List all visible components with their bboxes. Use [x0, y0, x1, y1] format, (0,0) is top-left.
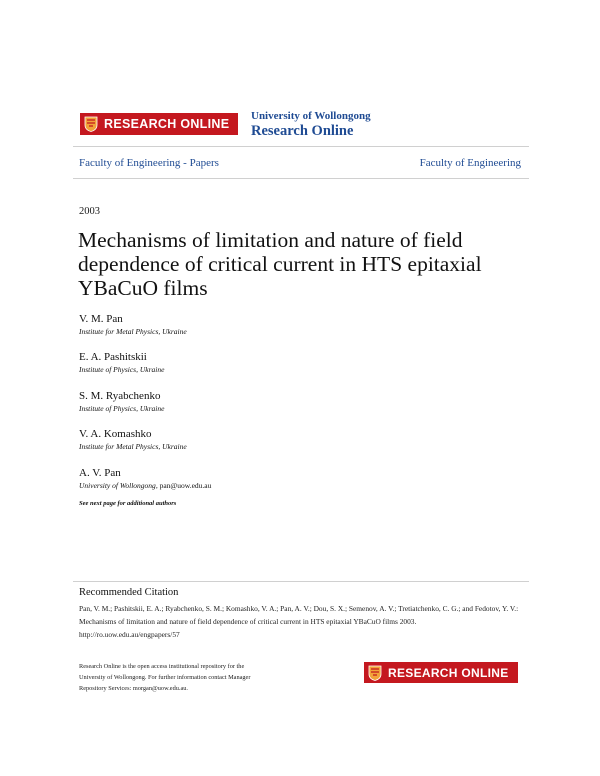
author-block [79, 466, 211, 491]
affiliation-text: University of Wollongong [79, 481, 156, 490]
publication-year: 2003 [79, 206, 100, 217]
author-affiliation: Institute for Metal Physics, Ukraine [79, 327, 187, 336]
author-affiliation: Institute for Metal Physics, Ukraine [79, 442, 187, 451]
author-name[interactable]: V. M. Pan [79, 313, 123, 325]
author-block [79, 312, 187, 337]
author-block [79, 389, 164, 414]
research-online-logo[interactable] [80, 113, 238, 135]
divider [73, 178, 529, 179]
logo-text: RESEARCH ONLINE [104, 117, 230, 131]
recommended-citation-text [79, 602, 524, 641]
author-name[interactable]: E. A. Pashitskii [79, 351, 147, 363]
repository-footer-note [79, 661, 289, 694]
citation-url-link[interactable]: http://ro.uow.edu.au/engpapers/57 [79, 630, 180, 639]
author-email-link[interactable]: pan@uow.edu.au [159, 481, 212, 490]
footer-line: Repository Services: morgan@uow.edu.au. [79, 685, 188, 692]
author-affiliation: University of Wollongong, pan@uow.edu.au [79, 481, 212, 490]
author-name[interactable]: A. V. Pan [79, 467, 121, 479]
author-affiliation: Institute of Physics, Ukraine [79, 404, 165, 413]
author-block [79, 350, 164, 375]
divider [73, 146, 529, 147]
author-name[interactable]: S. M. Ryabchenko [79, 390, 161, 402]
author-affiliation: Institute of Physics, Ukraine [79, 365, 165, 374]
university-name[interactable]: University of Wollongong [251, 110, 371, 122]
breadcrumb-engineering-papers[interactable]: Faculty of Engineering - Papers [79, 157, 219, 169]
shield-icon [368, 665, 382, 681]
research-online-footer-logo[interactable] [364, 662, 518, 683]
citation-body: Pan, V. M.; Pashitskii, E. A.; Ryabchenko, S. M.; Komashko, V. A.; Pan, A. V.; Dou, S. X.; Semenov, A. V.; Tretiatchenko, C. G.; and Fedotov, Y. V.: Mechanisms of limitation and nature of field dependence of critical current in HTS epitaxial YBaCuO films 2003. [79, 604, 519, 626]
see-next-page-note: See next page for additional authors [79, 500, 177, 507]
author-block [79, 427, 187, 452]
author-name[interactable]: V. A. Komashko [79, 428, 152, 440]
divider [73, 581, 529, 582]
paper-title: Mechanisms of limitation and nature of field dependence of critical current in HTS epitaxial YBaCuO films [78, 228, 482, 300]
breadcrumb-faculty-engineering[interactable]: Faculty of Engineering [419, 157, 521, 169]
logo-text: RESEARCH ONLINE [388, 665, 509, 680]
repository-name[interactable]: Research Online [251, 123, 354, 139]
footer-line: Research Online is the open access institutional repository for the [79, 663, 245, 670]
footer-line: University of Wollongong. For further information contact Manager [79, 674, 251, 681]
recommended-citation-heading: Recommended Citation [79, 587, 179, 598]
shield-icon [84, 116, 98, 132]
